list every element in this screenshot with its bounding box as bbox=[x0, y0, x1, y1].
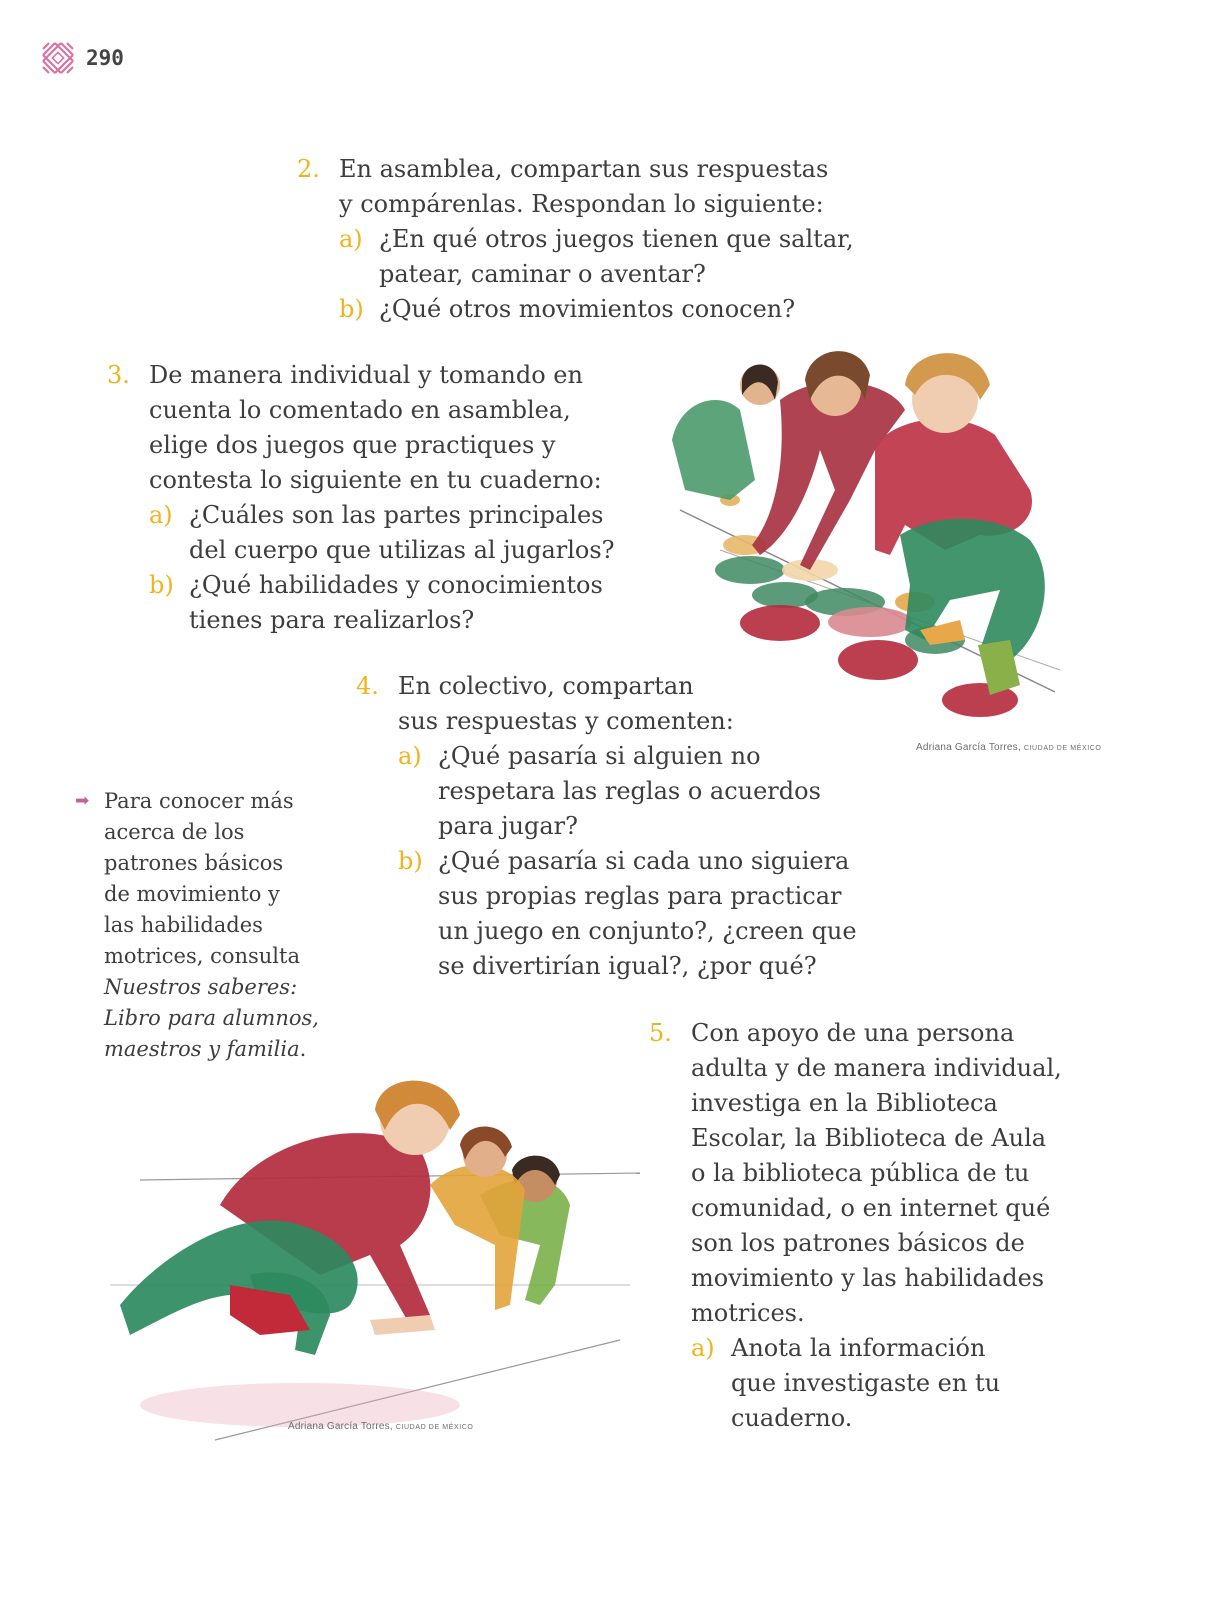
illustration-credit bbox=[288, 1421, 473, 1432]
book-title: Nuestros saberes: Libro para alumnos, maestros y familia bbox=[104, 975, 319, 1061]
subquestion-a bbox=[691, 1331, 1062, 1436]
question-3 bbox=[107, 358, 615, 638]
illustration-stepping-game bbox=[660, 340, 1080, 725]
question-number: 5. bbox=[649, 1019, 672, 1047]
subquestion-letter: b) bbox=[149, 571, 174, 599]
illustration-start-position bbox=[100, 1075, 640, 1445]
question-text: En colectivo, compartan sus respuestas y comenten: bbox=[398, 672, 734, 735]
subquestion-a bbox=[398, 739, 857, 844]
subquestion-text: ¿Qué habilidades y conocimientos tienes para realizarlos? bbox=[189, 571, 603, 634]
subquestion-text: ¿Qué pasaría si alguien no respetara las reglas o acuerdos para jugar? bbox=[438, 742, 821, 840]
subquestion-text: ¿Cuáles son las partes principales del cuerpo que utilizas al jugarlos? bbox=[189, 501, 615, 564]
credit-author: Adriana García Torres, bbox=[288, 1421, 393, 1432]
page-header bbox=[40, 40, 124, 76]
subquestion-letter: b) bbox=[339, 295, 364, 323]
side-note-end: . bbox=[299, 1037, 307, 1061]
children-stepping-stones-drawing bbox=[660, 340, 1080, 725]
question-number: 3. bbox=[107, 361, 130, 389]
subquestion-letter: b) bbox=[398, 847, 423, 875]
subquestion-letter: a) bbox=[339, 225, 363, 253]
question-number: 2. bbox=[297, 155, 320, 183]
question-text: De manera individual y tomando en cuenta lo comentado en asamblea, elige dos juegos que practiques y contesta lo siguiente en tu cuaderno: bbox=[149, 361, 602, 494]
subquestion-letter: a) bbox=[691, 1334, 715, 1362]
subquestion-b bbox=[398, 844, 857, 984]
subquestion-text: ¿Qué otros movimientos conocen? bbox=[379, 295, 796, 323]
subquestion-text: ¿En qué otros juegos tienen que saltar, patear, caminar o aventar? bbox=[379, 225, 854, 288]
subquestion-b bbox=[149, 568, 615, 638]
subquestion-letter: a) bbox=[149, 501, 173, 529]
credit-city: CIUDAD DE MÉXICO bbox=[1023, 745, 1102, 752]
subquestion-b bbox=[339, 292, 854, 327]
subquestion-a bbox=[149, 498, 615, 568]
children-crouching-start-drawing bbox=[100, 1075, 640, 1445]
side-note-text: Para conocer más acerca de los patrones básicos de movimiento y las habilidades motrices, consulta bbox=[104, 789, 300, 968]
side-note bbox=[75, 786, 319, 1065]
subquestion-letter: a) bbox=[398, 742, 422, 770]
credit-author: Adriana García Torres, bbox=[916, 742, 1021, 753]
subquestion-text: Anota la información que investigaste en tu cuaderno. bbox=[731, 1334, 1001, 1432]
question-5 bbox=[649, 1016, 1062, 1436]
page-number: 290 bbox=[86, 46, 124, 70]
question-4 bbox=[356, 669, 857, 984]
question-2 bbox=[297, 152, 854, 327]
arrow-right-icon: ➡ bbox=[75, 791, 90, 811]
credit-city: CIUDAD DE MÉXICO bbox=[395, 1424, 474, 1431]
question-text: En asamblea, compartan sus respuestas y compárenlas. Respondan lo siguiente: bbox=[339, 155, 829, 218]
illustration-credit bbox=[916, 742, 1101, 753]
subquestion-text: ¿Qué pasaría si cada uno siguiera sus propias reglas para practicar un juego en conjunto?, ¿creen que se divertirían igual?, ¿por qué? bbox=[438, 847, 857, 980]
question-number: 4. bbox=[356, 672, 379, 700]
subquestion-a bbox=[339, 222, 854, 292]
question-text: Con apoyo de una persona adulta y de manera individual, investiga en la Biblioteca Escolar, la Biblioteca de Aula o la biblioteca pública de tu comunidad, o en internet qué son los patrones básicos de movimiento y las habilidades motrices. bbox=[691, 1019, 1062, 1327]
woven-cross-ornament-icon bbox=[40, 40, 76, 76]
